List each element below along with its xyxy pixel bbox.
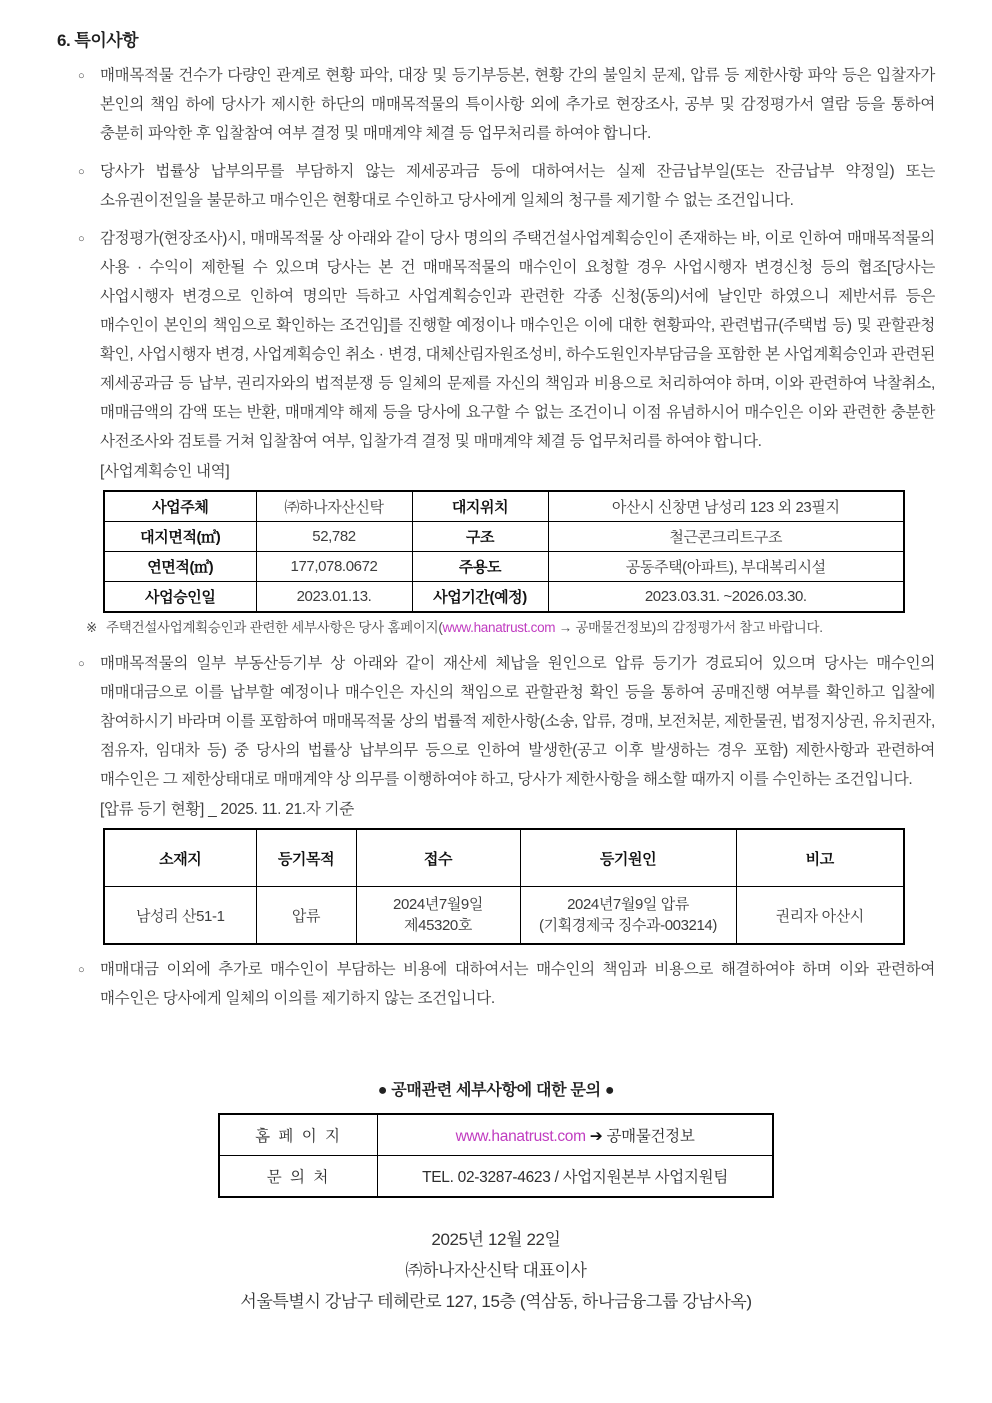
closing-address: 서울특별시 강남구 테헤란로 127, 15층 (역삼동, 하나금융그룹 강남사옥) [240,1292,752,1311]
right-arrow-icon: ➔ [589,1128,603,1145]
homepage-row [219,1114,773,1156]
homepage-label: 홈 페 이 지 [219,1114,378,1156]
receipt-line-2: 제45320호 [404,917,472,934]
homepage-menu-label: 공매물건정보 [606,1128,695,1145]
plan-value-cell: 철근콘크리트구조 [548,522,904,552]
note-suffix: → 공매물건정보)의 감정평가서 참고 바랍니다. [555,620,823,635]
contact-value: TEL. 02-3287-4623 / 사업지원본부 사업지원팀 [378,1156,773,1198]
table-row [104,552,904,582]
homepage-link[interactable]: www.hanatrust.com [455,1128,586,1145]
seizure-header-cell: 비고 [736,829,904,887]
plan-header-cell: 연면적(㎡) [104,552,256,582]
plan-header-cell: 대지위치 [412,491,548,522]
plan-value-cell: 177,078.0672 [256,552,412,582]
seizure-header-cell: 접수 [356,829,520,887]
bullet-text-2: 당사가 법률상 납부의무를 부담하지 않는 제세공과금 등에 대하여서는 실제 잔금납부일(또는 잔금납부 약정일) 또는 소유권이전일을 불문하고 매수인은 현황대로 수인하고 당사에게 일체의 청구를 제기할 수 없는 조건입니다. [100,163,935,209]
plan-value-cell: 2023.03.31. ~2026.03.30. [548,582,904,613]
bullet-item-5 [78,955,935,1013]
seizure-status-label: [압류 등기 현황] _ 2025. 11. 21.자 기준 [100,801,354,818]
bullet-text-1: 매매목적물 건수가 다량인 관계로 현황 파악, 대장 및 등기부등본, 현황 간의 불일치 문제, 압류 등 제한사항 파악 등은 입찰자가 본인의 책임 하에 당사가 제시한 하단의 매매목적물의 특이사항 외에 추가로 현장조사, 공부 및 감정평가서 열람 등을 통하여 충분히 파악한 후 입찰참여 여부 결정 및 매매계약 체결 등 업무처리를 하여야 합니다. [100,67,935,142]
bullet-marker: ○ [78,658,85,670]
plan-header-cell: 사업주체 [104,491,256,522]
seizure-location-cell: 남성리 산51-1 [104,887,256,945]
closing-company: ㈜하나자산신탁 대표이사 [405,1261,587,1280]
contact-label: 문 의 처 [219,1156,378,1198]
plan-value-cell: 52,782 [256,522,412,552]
bullet-item-2 [78,157,935,215]
table-header-row [104,829,904,887]
table-row [104,491,904,522]
plan-value-cell: ㈜하나자산신탁 [256,491,412,522]
plan-header-cell: 대지면적(㎡) [104,522,256,552]
website-link[interactable]: www.hanatrust.com [442,620,556,635]
section-title: 6. 특이사항 [57,31,139,50]
table-row [104,887,904,945]
seizure-remark-cell: 권리자 아산시 [736,887,904,945]
plan-value-cell: 2023.01.13. [256,582,412,613]
note-prefix: 주택건설사업계획승인과 관련한 세부사항은 당사 홈페이지( [106,620,443,635]
plan-approval-note [86,617,935,639]
seizure-registry-table [103,828,905,945]
homepage-value-cell [378,1114,773,1156]
plan-header-cell: 주용도 [412,552,548,582]
plan-header-cell: 사업승인일 [104,582,256,613]
bullet-text-4: 매매목적물의 일부 부동산등기부 상 아래와 같이 재산세 체납을 원인으로 압류 등기가 경료되어 있으며 당사는 매수인의 매매대금으로 이를 납부할 예정이나 매수인은 자신의 책임으로 관할관청 확인 등을 통하여 공매진행 여부를 확인하고 입찰에 참여하시기 바라며 이를 포함하여 매매목적물 상의 법률적 제한사항(소송, 압류, 경매, 보전처분, 제한물권, 법정지상권, 유치권자, 점유자, 임대차 등) 중 당사의 법률상 납부의무 등으로 인하여 발생한(공고 이후 발생하는 경우 포함) 제한사항과 관련하여 매수인은 그 제한상태대로 매매계약 상 의무를 이행하여야 하고, 당사가 제한사항을 해소할 때까지 이를 수인하는 조건입니다. [100,655,935,788]
closing-date: 2025년 12월 22일 [431,1230,561,1249]
contact-table [218,1113,774,1198]
bullet-item-4 [78,649,935,794]
seizure-header-cell: 소재지 [104,829,256,887]
reference-mark: ※ [86,620,98,635]
table-row [104,582,904,613]
bullet-marker: ○ [78,964,85,976]
cause-line-2: (기획경제국 징수과-003214) [539,917,717,934]
seizure-receipt-cell [356,887,520,945]
bullet-item-3 [78,224,935,456]
table-row [104,522,904,552]
contact-row [219,1156,773,1198]
receipt-line-1: 2024년7월9일 [393,896,483,913]
bullet-marker: ○ [78,233,85,245]
bullet-text-5: 매매대금 이외에 추가로 매수인이 부담하는 비용에 대하여서는 매수인의 책임과 비용으로 해결하여야 하며 이와 관련하여 매수인은 당사에게 일체의 이의를 제기하지 않는 조건입니다. [100,961,935,1007]
plan-value-cell: 공동주택(아파트), 부대복리시설 [548,552,904,582]
plan-approval-label: [사업계획승인 내역] [100,463,230,480]
bullet-marker: ○ [78,166,85,178]
seizure-header-cell: 등기목적 [256,829,356,887]
closing-block [57,1224,935,1317]
plan-header-cell: 구조 [412,522,548,552]
plan-value-cell: 아산시 신창면 남성리 123 외 23필지 [548,491,904,522]
note-text [106,617,886,639]
bullet-item-1 [78,61,935,148]
plan-approval-table [103,490,905,613]
bullet-text-3: 감정평가(현장조사)시, 매매목적물 상 아래와 같이 당사 명의의 주택건설사업계획승인이 존재하는 바, 이로 인하여 매매목적물의 사용 · 수익이 제한될 수 있으며 당사는 본 건 매매목적물의 매수인이 요청할 경우 사업시행자 변경신청 등의 협조[당사는 사업시행자 변경으로 인하여 명의만 득하고 사업계획승인과 관련한 각종 신청(동의)서에 날인만 하였으니 제반서류 등은 매수인이 본인의 책임으로 확인하는 조건임]를 진행할 예정이나 매수인은 이에 대한 현황파악, 관련법규(주택법 등) 및 관할관청 확인, 사업시행자 변경, 사업계획승인 취소 · 변경, 대체산림자원조성비, 하수도원인자부담금을 포함한 본 사업계획승인과 관련된 제세공과금 등 납부, 권리자와의 법적분쟁 등 일체의 문제를 자신의 책임과 비용으로 처리하여야 하며, 이와 관련하여 낙찰취소, 매매금액의 감액 또는 반환, 매매계약 해제 등을 당사에 요구할 수 없는 조건이니 이점 유념하시어 매수인은 이와 관련한 충분한 사전조사와 검토를 거쳐 입찰참여 여부, 입찰가격 결정 및 매매계약 체결 등 업무처리를 하여야 합니다. [100,230,935,450]
bullet-marker: ○ [78,70,85,82]
seizure-purpose-cell: 압류 [256,887,356,945]
seizure-header-cell: 등기원인 [520,829,736,887]
inquiry-heading: ● 공매관련 세부사항에 대한 문의 ● [377,1082,615,1099]
seizure-cause-cell [520,887,736,945]
cause-line-1: 2024년7월9일 압류 [567,896,689,913]
plan-header-cell: 사업기간(예정) [412,582,548,613]
